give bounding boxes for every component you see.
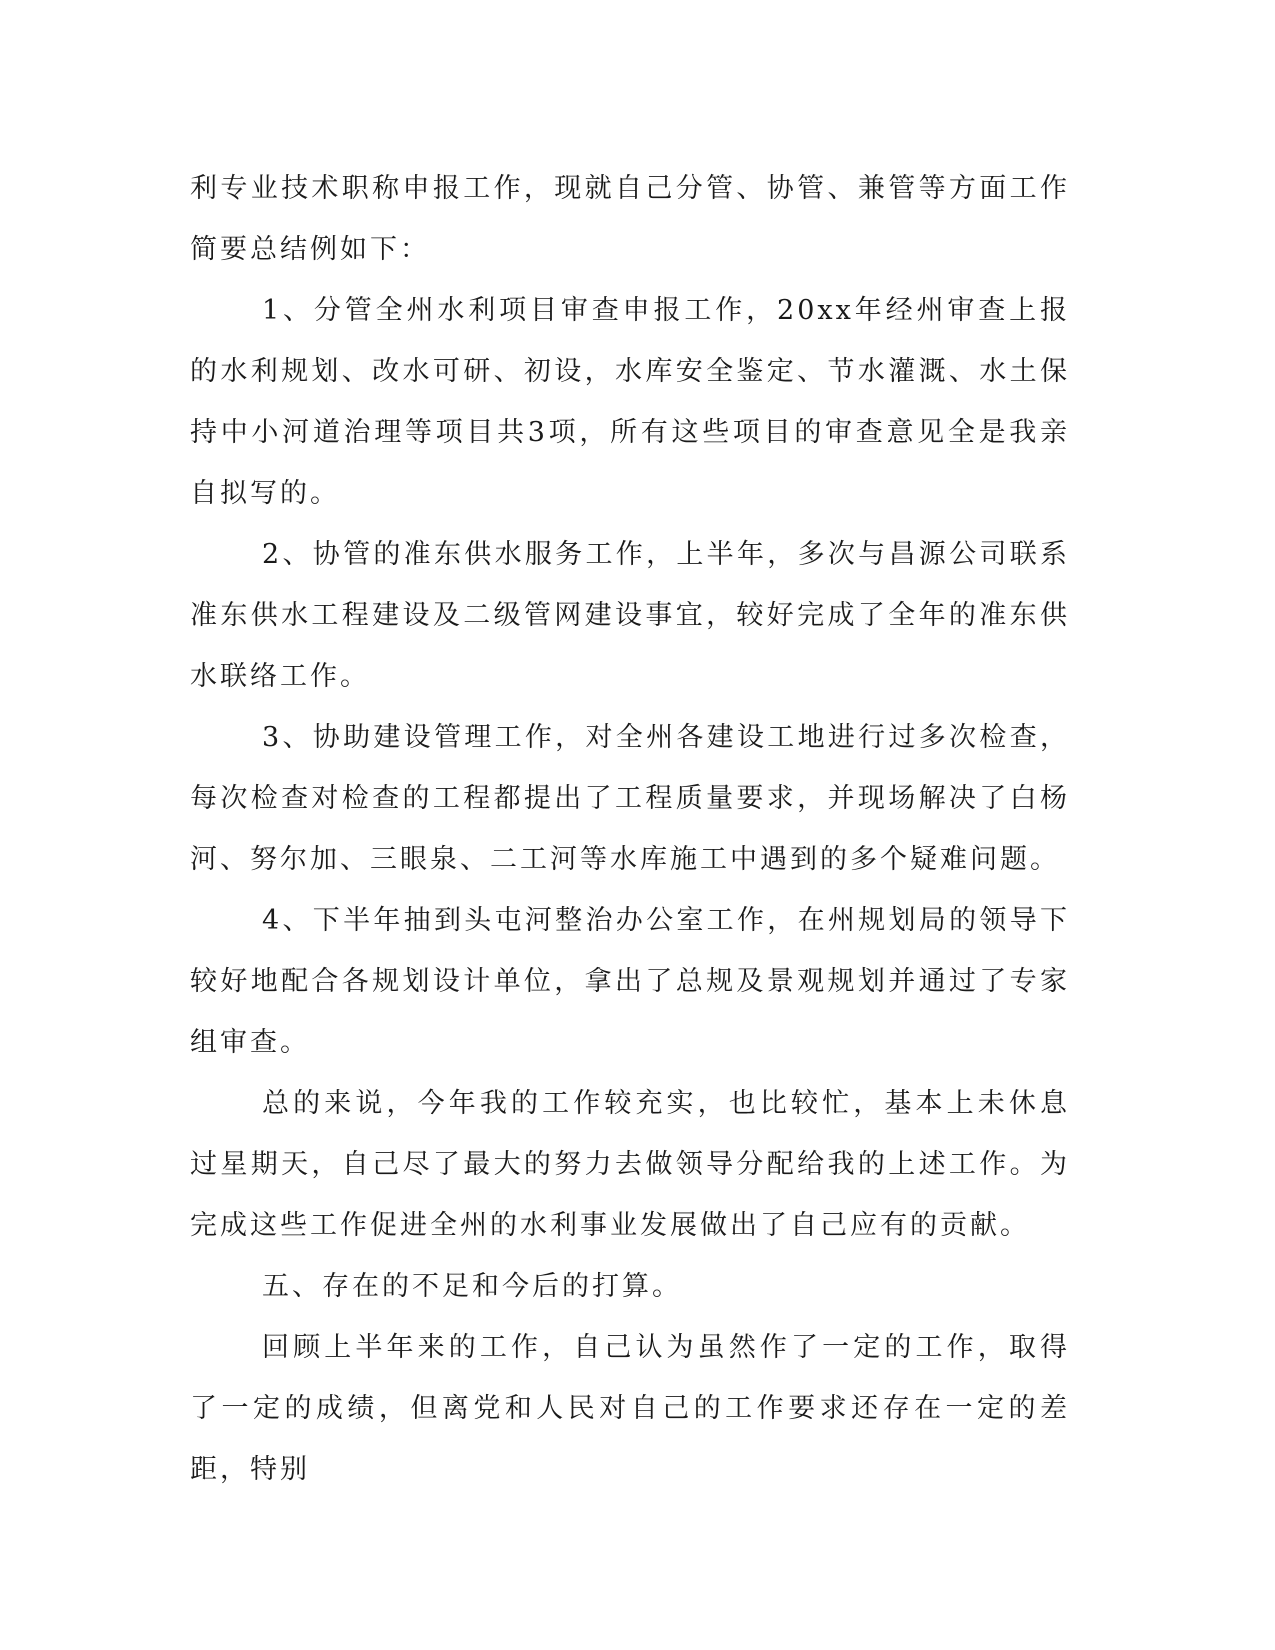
section-heading: 五、存在的不足和今后的打算。 bbox=[262, 1271, 682, 1302]
paragraph-item-4: 4、下半年抽到头屯河整治办公室工作，在州规划局的领导下较好地配合各规划设计单位，拿出了总规及景观规划并通过了专家组审查。 bbox=[190, 905, 1070, 1058]
paragraph-item-1: 1、分管全州水利项目审查申报工作，20xx年经州审查上报的水利规划、改水可研、初设，水库安全鉴定、节水灌溉、水土保持中小河道治理等项目共3项，所有这些项目的审查意见全是我亲自拟写的。 bbox=[190, 295, 1070, 509]
paragraph-summary: 总的来说，今年我的工作较充实，也比较忙，基本上未休息过星期天，自己尽了最大的努力去做领导分配给我的上述工作。为完成这些工作促进全州的水利事业发展做出了自己应有的贡献。 bbox=[190, 1088, 1070, 1241]
paragraph-item-2: 2、协管的准东供水服务工作，上半年，多次与昌源公司联系准东供水工程建设及二级管网建设事宜，较好完成了全年的准东供水联络工作。 bbox=[190, 539, 1070, 692]
document-body bbox=[190, 158, 1070, 1500]
paragraph-continuation: 利专业技术职称申报工作，现就自己分管、协管、兼管等方面工作简要总结例如下： bbox=[190, 173, 1070, 265]
paragraph-review: 回顾上半年来的工作，自己认为虽然作了一定的工作，取得了一定的成绩，但离党和人民对自己的工作要求还存在一定的差距，特别 bbox=[190, 1332, 1070, 1485]
paragraph-item-3: 3、协助建设管理工作，对全州各建设工地进行过多次检查，每次检查对检查的工程都提出了工程质量要求，并现场解决了白杨河、努尔加、三眼泉、二工河等水库施工中遇到的多个疑难问题。 bbox=[190, 722, 1070, 875]
